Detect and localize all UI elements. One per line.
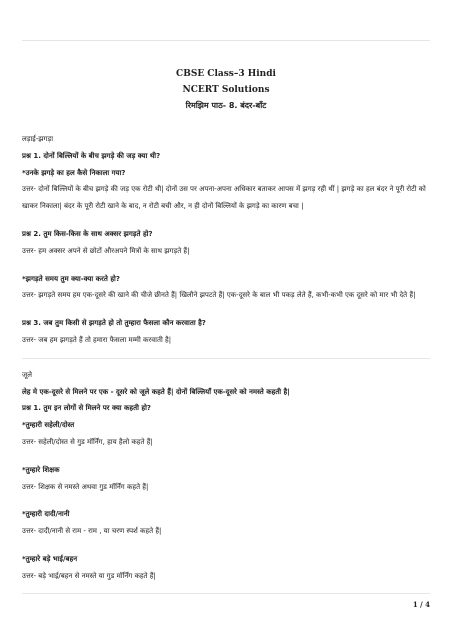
question: *उनके झगड़े का हल कैसे निकाला गया? <box>22 168 126 177</box>
sub-question: *तुम्हारी दादी/नानी <box>22 510 70 519</box>
bottom-divider <box>22 593 430 594</box>
answer: उत्तर- हम अक्सर अपने से छोटों औरअपने मित्रों के साथ झगड़ते हैं| <box>22 246 190 255</box>
question: प्रश्न 1. तुम इन लोगों से मिलने पर क्या कहती हो? <box>22 404 151 413</box>
document-subtitle: NCERT Solutions <box>182 85 270 95</box>
answer: उत्तर- झगड़ते समय हम एक-दूसरे की खाने की चीजे छीनते हैं| खिलौने झपटते हैं| एक-दूसरे के बाल भी पकड़ लेते हैं, कभी-कभी एक दूसरे को मार भी देते हैं| <box>22 291 416 300</box>
question: प्रश्न 1. दोनों बिल्लियों के बीच झगड़े की जड़ क्या थी? <box>22 151 161 160</box>
page-number: 1 / 4 <box>412 600 430 609</box>
answer: उत्तर- दोनों बिल्लियों के बीच झगड़े की जड़ एक रोटी थी| दोनों उस पर अपना-अपना अधिकार बताकर आपस में झगड़ रही थीं | झगड़े का हल बंदर ने पूरी रोटी को खाकर निकाला| बंदर के पूरी रोटी खाने के बाद, न रोटी बची और, न ही दोनों बिल्लियों के झगड़े का कारण बचा | <box>22 185 426 211</box>
section-heading: लड़ाई-झगड़ा <box>22 135 54 143</box>
answer: उत्तर- सहेली/दोस्त से गुड मॉर्निंग, हाय हैलो कहते हैं| <box>22 437 153 446</box>
document-title: CBSE Class–3 Hindi <box>176 69 276 79</box>
answer: उत्तर- बड़े भाई/बहन से नमस्ते या गुड मॉर्निंग कहते हैं| <box>22 571 156 580</box>
question: प्रश्न 3. जब तुम किसी से झगड़ते हो तो तुम्हारा फैसला कौन करवाता है? <box>22 319 206 328</box>
question: प्रश्न 2. तुम किस-किस के साथ अक्सर झगड़ते हो? <box>22 229 153 238</box>
top-divider <box>22 40 430 41</box>
sub-question: *तुम्हारे बड़े भाई/बहन <box>22 554 78 563</box>
chapter-title: रिमझिम पाठ- 8. बंदर-बाँट <box>185 101 267 110</box>
answer: उत्तर- दादी/नानी से राम - राम , या चरण स्पर्श कहते हैं| <box>22 527 162 536</box>
answer: उत्तर- जब हम झगड़ते हैं तो हमारा फैसला मम्मी करवाती है| <box>22 335 172 344</box>
document-body <box>22 131 430 585</box>
section-intro: लेह मे एक-दूसरे से मिलने पर एक - दूसरे को जूले कहते हैं| दोनों बिल्लियाँ एक-दूसरे को नमस्ते कहती है| <box>22 387 290 396</box>
document-header <box>0 66 452 114</box>
question: *झगड़ते समय तुम क्या-क्या करते हो? <box>22 274 120 283</box>
section-divider <box>22 358 430 359</box>
sub-question: *तुम्हारी सहेली/दोस्त <box>22 421 75 430</box>
answer: उत्तर- शिक्षक से नमस्ते अथवा गुड मॉर्निंग कहते हैं| <box>22 482 149 491</box>
section-heading: जूले <box>22 370 32 379</box>
sub-question: *तुम्हारे शिक्षक <box>22 465 60 474</box>
